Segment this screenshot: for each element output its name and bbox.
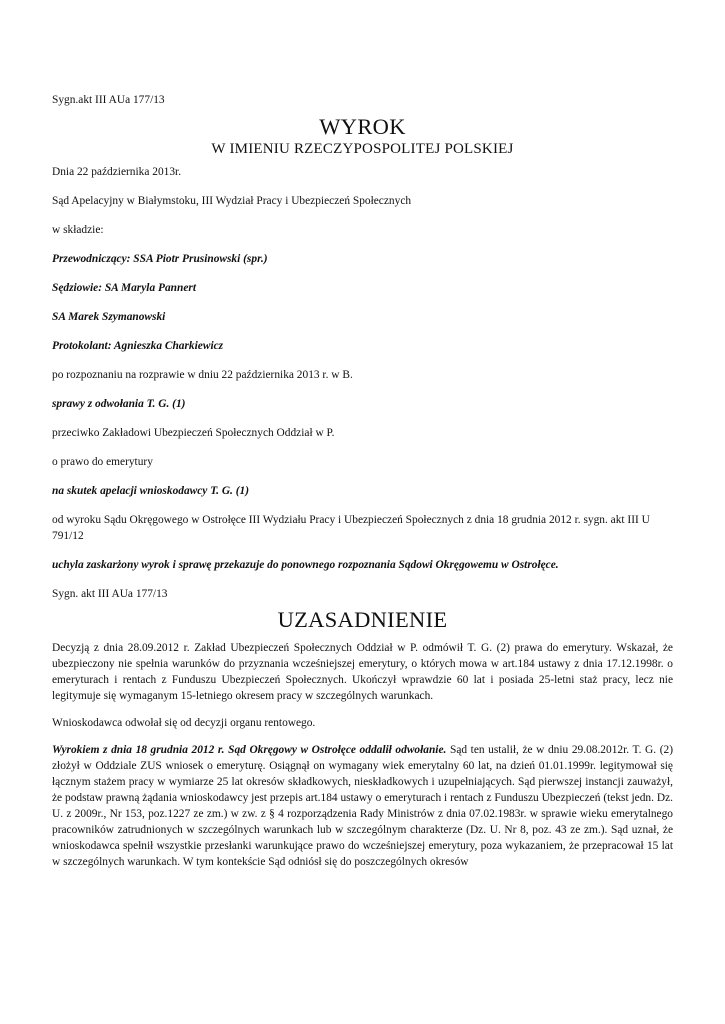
case-signature: Sygn.akt III AUa 177/13 (52, 94, 165, 106)
case-subject: sprawy z odwołania T. G. (1) (52, 398, 186, 410)
judgment-title: WYROK (319, 114, 406, 139)
composition-label: w składzie: (52, 224, 104, 236)
judges: Sędziowie: SA Maryla Pannert (52, 282, 196, 294)
paragraph-3-text: Sąd ten ustalił, że w dniu 29.08.2012r. T. G. (2) złożył w Oddziale ZUS wniosek o emeryturę. Osiągnął on wymagany wiek emerytalny 60 lat, na dzień 01.01.1999r. legitymował się łącznym stażem pracy w wymiarze 25 lat okresów składkowych, nieskładkowych i uzupełniających. Sąd pierwszej instancji zauważył, że podstaw prawną żądania wnioskodawcy jest przepis art.184 ustawy o emeryturach i rentach z Funduszu Ubezpieczeń (tekst jedn. Dz. U. z 2009r., Nr 153, poz.1227 ze zm.) w zw. z § 4 rozporządzenia Rady Ministrów z dnia 07.02.1983r. w sprawie wieku emerytalnego pracowników zatrudnionych w szczególnych warunkach lub w szczególnym charakterze (Dz. U. Nr 8, poz. 43 ze zm.). Sąd uznał, że wnioskodawca spełnił wszystkie przesłanki warunkujące prawo do wcześniejszej emerytury, poza wykazaniem, że przepracował 15 lat w szczególnych warunkach. W tym kontekście Sąd odniósł się do poszczególnych okresów (52, 744, 673, 868)
opposing-party: przeciwko Zakładowi Ubezpieczeń Społecznych Oddział w P. (52, 427, 335, 439)
justification-title: UZASADNIENIE (277, 607, 448, 632)
appealed-judgment: od wyroku Sądu Okręgowego w Ostrołęce III Wydziału Pracy i Ubezpieczeń Społecznych z dnia 18 grudnia 2012 r. sygn. akt III U 791/12 (52, 514, 650, 542)
justification-paragraph-2: Wnioskodawca odwołał się od decyzji organu rentowego. (52, 717, 316, 729)
justification-paragraph-3 (52, 742, 673, 870)
court-clerk: Protokolant: Agnieszka Charkiewicz (52, 340, 224, 352)
court-name: Sąd Apelacyjny w Białymstoku, III Wydział Pracy i Ubezpieczeń Społecznych (52, 195, 412, 207)
judgment-date: Dnia 22 października 2013r. (52, 166, 182, 178)
case-signature-second: Sygn. akt III AUa 177/13 (52, 588, 168, 600)
lower-court-ruling: Wyrokiem z dnia 18 grudnia 2012 r. Sąd Okręgowy w Ostrołęce oddalił odwołanie. (52, 744, 447, 756)
ruling: uchyla zaskarżony wyrok i sprawę przekazuje do ponownego rozpoznania Sądowi Okręgowemu w Ostrołęce. (52, 559, 559, 571)
presiding-judge: Przewodniczący: SSA Piotr Prusinowski (spr.) (52, 253, 268, 265)
justification-paragraph-1: Decyzją z dnia 28.09.2012 r. Zakład Ubezpieczeń Społecznych Oddział w P. odmówił T. G. (2) prawa do emerytury. Wskazał, że ubezpieczony nie spełnia warunków do przyznania wcześniejszej emerytury, o których mowa w art.184 ustawy z dnia 17.12.1998r. o emeryturach i rentach z Funduszu Ubezpieczeń Społecznych. Ukończył wprawdzie 60 lat i posiada 25-letni staż pracy, lecz nie legitymuje się wymaganym 15-letniego okresem pracy w szczególnych warunkach. (52, 642, 673, 702)
case-matter: o prawo do emerytury (52, 456, 153, 468)
judgment-subtitle: W IMIENIU RZECZYPOSPOLITEJ POLSKIEJ (211, 141, 514, 157)
hearing-info: po rozpoznaniu na rozprawie w dniu 22 października 2013 r. w B. (52, 369, 353, 381)
judge-second: SA Marek Szymanowski (52, 311, 166, 323)
appeal-basis: na skutek apelacji wnioskodawcy T. G. (1) (52, 485, 250, 497)
